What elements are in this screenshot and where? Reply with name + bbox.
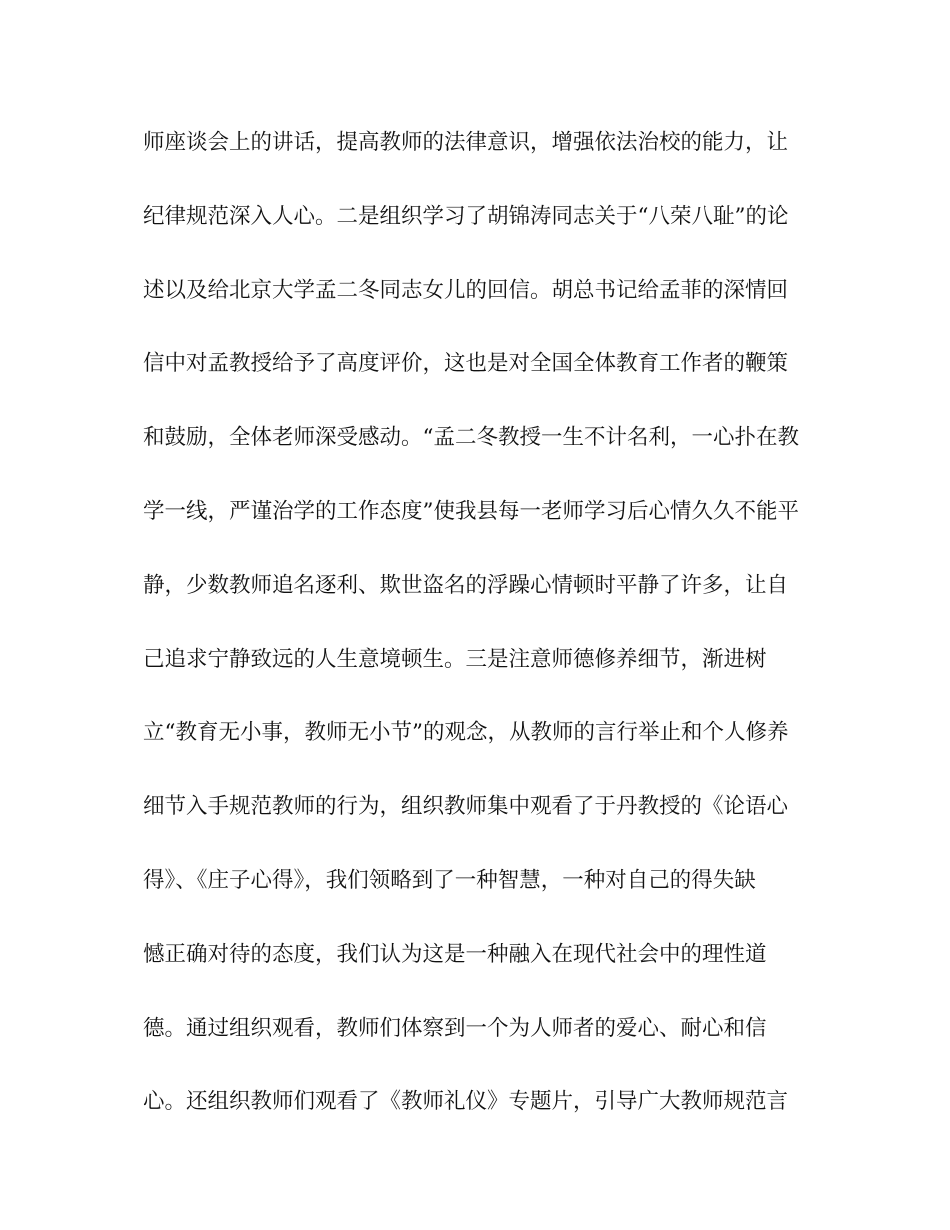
text-line: 师座谈会上的讲话，提高教师的法律意识，增强依法治校的能力，让 (143, 130, 789, 155)
text-line: 述以及给北京大学孟二冬同志女儿的回信。胡总书记给孟菲的深情回 (143, 277, 789, 303)
body-text (143, 124, 823, 1157)
text-line: 己追求宁静致远的人生意境顿生。三是注意师德修养细节，渐进树 (143, 646, 767, 672)
text-line: 立“教育无小事，教师无小节”的观念，从教师的言行举止和个人修养 (143, 720, 789, 746)
text-line: 德。通过组织观看，教师们体察到一个为人师者的爱心、耐心和信 (143, 1015, 767, 1041)
text-line: 和鼓励，全体老师深受感动。“孟二冬教授一生不计名利，一心扑在教 (143, 425, 799, 451)
text-line: 得》、《庄子心得》，我们领略到了一种智慧，一种对自己的得失缺 (143, 867, 756, 893)
text-line: 憾正确对待的态度，我们认为这是一种融入在现代社会中的理性道 (143, 941, 767, 967)
text-line: 心。还组织教师们观看了《教师礼仪》专题片，引导广大教师规范言 (143, 1089, 789, 1115)
text-line: 静，少数教师追名逐利、欺世盗名的浮躁心情顿时平静了许多，让自 (143, 572, 789, 598)
text-line: 学一线，严谨治学的工作态度”使我县每一老师学习后心情久久不能平 (143, 498, 799, 524)
text-line: 细节入手规范教师的行为，组织教师集中观看了于丹教授的《论语心 (143, 794, 789, 820)
text-line: 信中对孟教授给予了高度评价，这也是对全国全体教育工作者的鞭策 (143, 351, 789, 377)
text-line: 纪律规范深入人心。二是组织学习了胡锦涛同志关于“八荣八耻”的论 (143, 203, 789, 229)
